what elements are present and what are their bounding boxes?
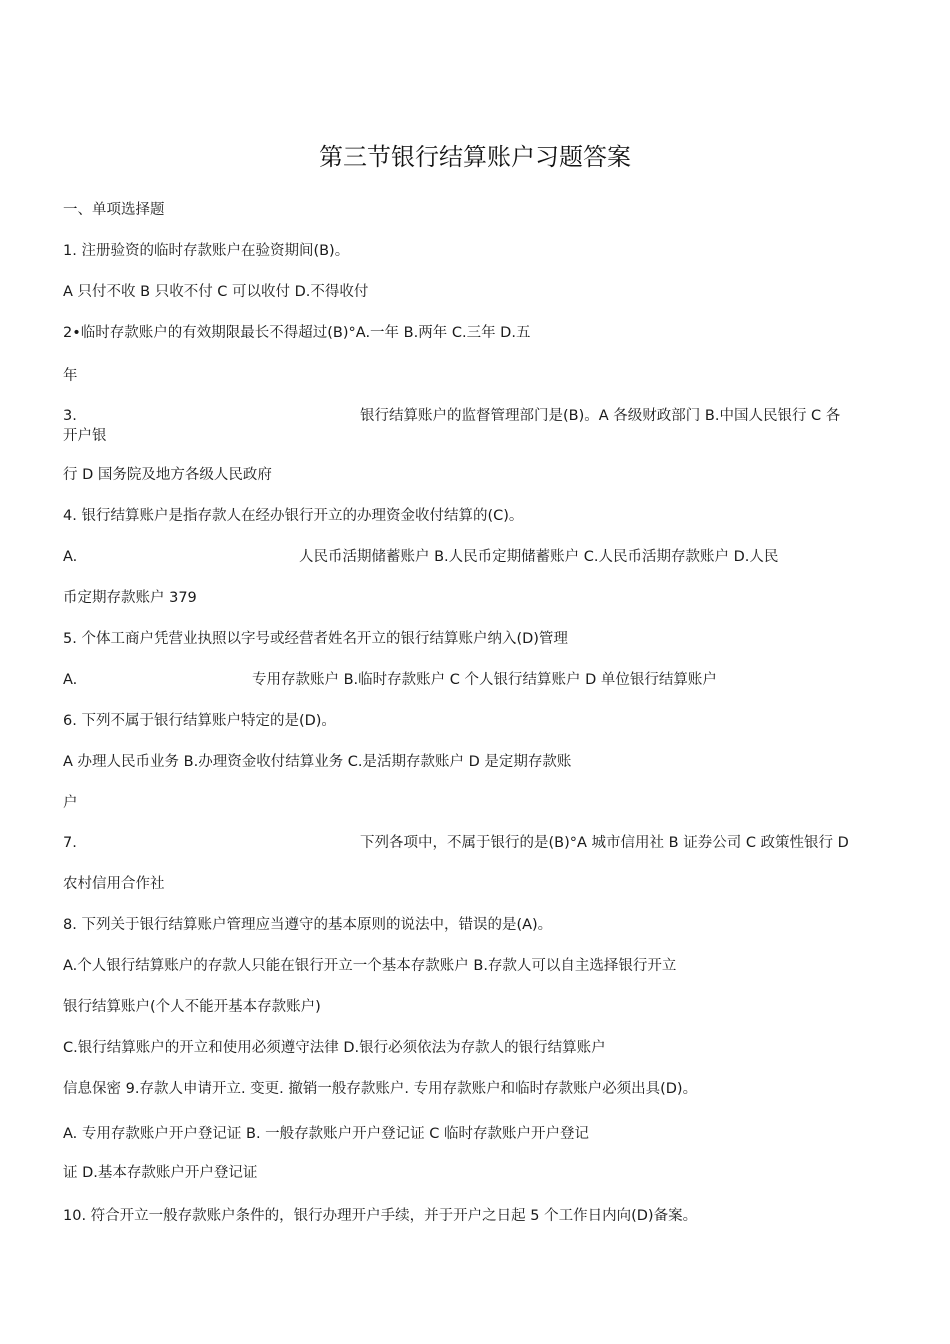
question-1: 1. 注册验资的临时存款账户在验资期间(B)。 <box>63 243 350 259</box>
question-5-options-text: 专用存款账户 B.临时存款账户 C 个人银行结算账户 D 单位银行结算账户 <box>252 672 717 688</box>
question-5: 5. 个体工商户凭营业执照以字号或经营者姓名开立的银行结算账户纳入(D)管理 <box>63 631 568 647</box>
question-9-options: A. 专用存款账户开户登记证 B. 一般存款账户开户登记证 C 临时存款账户开户登记 <box>63 1126 589 1142</box>
question-2-continuation: 年 <box>63 368 78 384</box>
question-8-option-c: C.银行结算账户的开立和使用必须遵守法律 D.银行必须依法为存款人的银行结算账户 <box>63 1040 606 1056</box>
question-2: 2•临时存款账户的有效期限最长不得超过(B)°A.一年 B.两年 C.三年 D.五 <box>63 325 531 341</box>
question-9-continuation: 证 D.基本存款账户开户登记证 <box>63 1165 258 1181</box>
question-6-options: A 办理人民币业务 B.办理资金收付结算业务 C.是活期存款账户 D 是定期存款账 <box>63 754 572 770</box>
question-8: 8. 下列关于银行结算账户管理应当遵守的基本原则的说法中，错误的是(A)。 <box>63 917 553 933</box>
question-4-continuation: 币定期存款账户 379 <box>63 590 197 606</box>
question-4-options-label: A. <box>63 549 78 565</box>
question-3-number: 3. <box>63 408 77 424</box>
question-8-option-a-continuation: 银行结算账户(个人不能开基本存款账户) <box>63 999 321 1015</box>
question-4: 4. 银行结算账户是指存款人在经办银行开立的办理资金收付结算的(C)。 <box>63 508 524 524</box>
question-9: 信息保密 9.存款人申请开立. 变更. 撤销一般存款账户. 专用存款账户和临时存款账户必须出具(D)。 <box>63 1081 698 1097</box>
question-1-options: A 只付不收 B 只收不付 C 可以收付 D.不得收付 <box>63 284 369 300</box>
question-6-continuation: 户 <box>63 795 78 811</box>
section-heading: 一、单项选择题 <box>63 202 165 218</box>
question-7-continuation: 农村信用合作社 <box>63 876 165 892</box>
question-3-continuation-1: 开户银 <box>63 428 107 444</box>
question-3-text: 银行结算账户的监督管理部门是(B)。A 各级财政部门 B.中国人民银行 C 各 <box>360 408 841 424</box>
question-7-number: 7. <box>63 835 77 851</box>
question-3-continuation-2: 行 D 国务院及地方各级人民政府 <box>63 467 272 483</box>
question-8-option-a: A.个人银行结算账户的存款人只能在银行开立一个基本存款账户 B.存款人可以自主选择银行开立 <box>63 958 677 974</box>
question-10: 10. 符合开立一般存款账户条件的，银行办理开户手续，并于开户之日起 5 个工作日内向(D)备案。 <box>63 1208 698 1224</box>
question-5-options-label: A. <box>63 672 78 688</box>
question-4-options-text: 人民币活期储蓄账户 B.人民币定期储蓄账户 C.人民币活期存款账户 D.人民 <box>299 549 779 565</box>
question-6: 6. 下列不属于银行结算账户特定的是(D)。 <box>63 713 336 729</box>
page-title: 第三节银行结算账户习题答案 <box>319 143 631 171</box>
question-7-text: 下列各项中，不属于银行的是(B)°A 城市信用社 B 证券公司 C 政策性银行 D <box>360 835 849 851</box>
